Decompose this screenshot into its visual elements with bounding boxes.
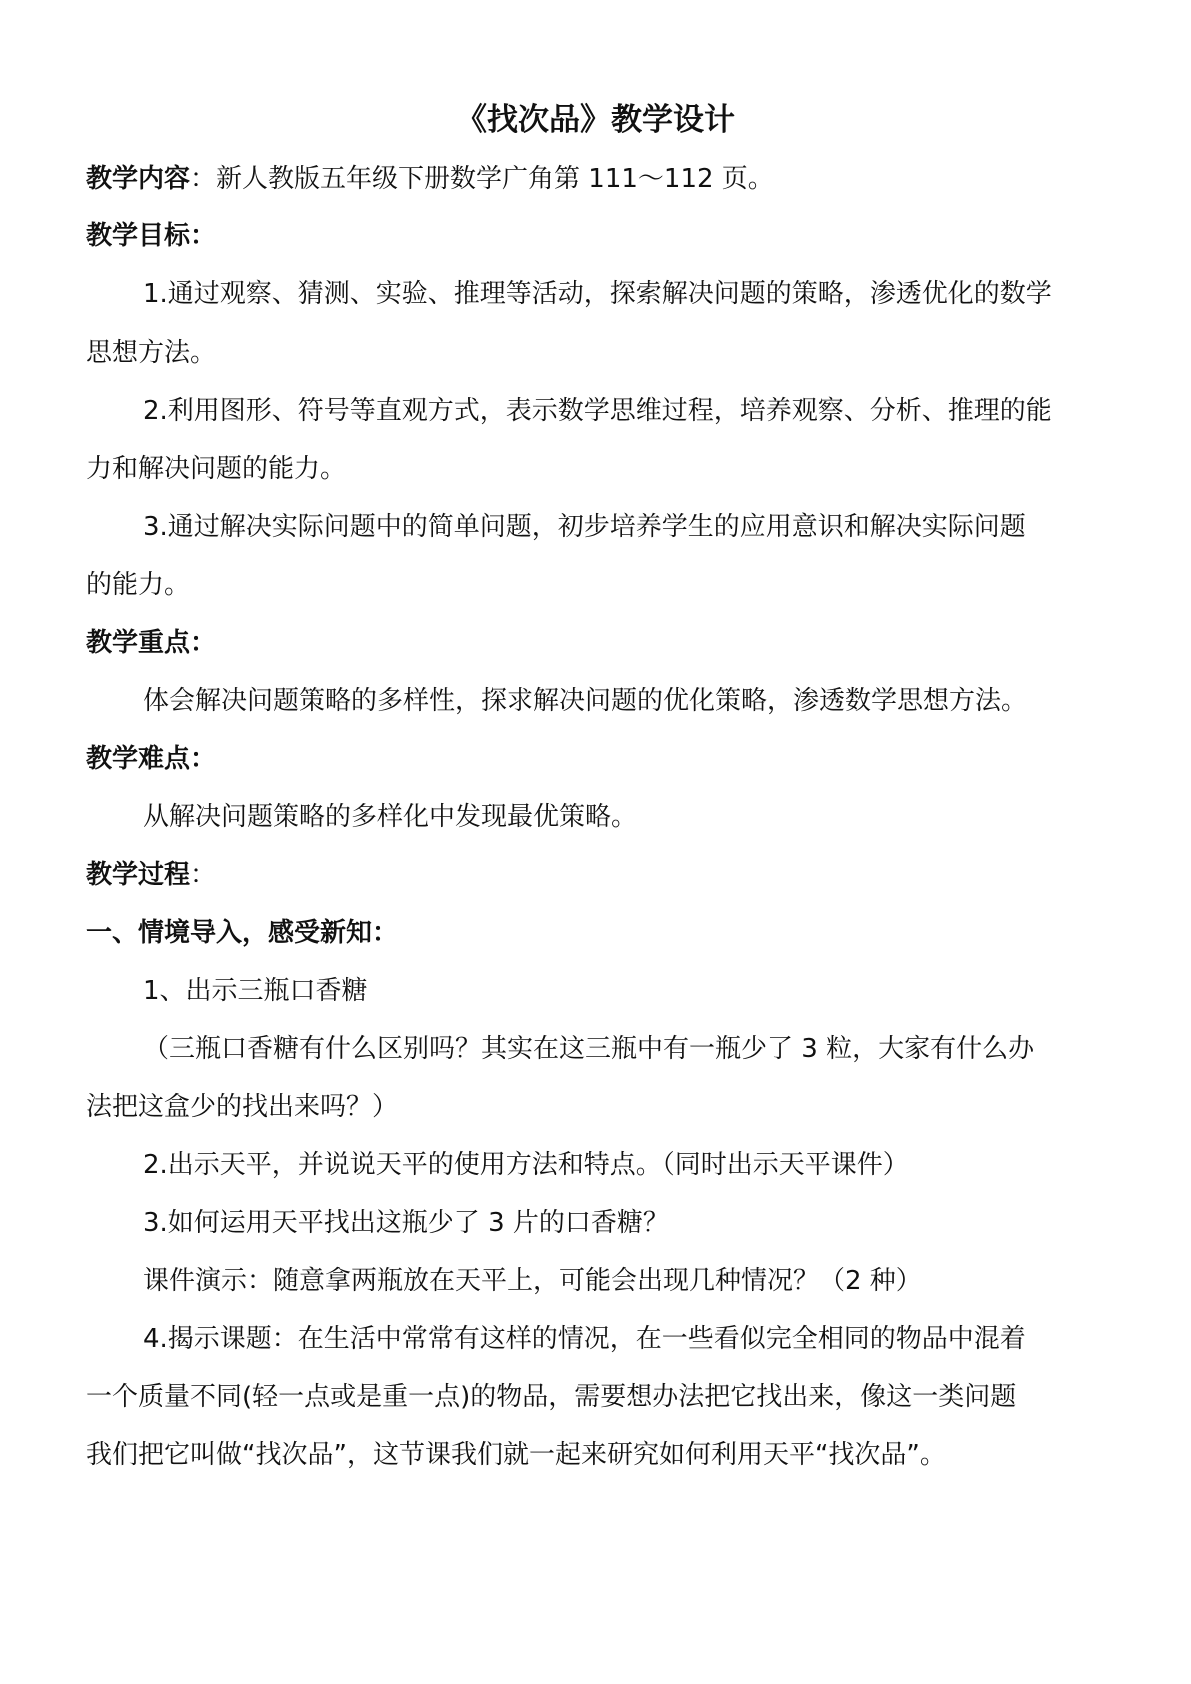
section-1-heading: 一、情境导入，感受新知： [86, 918, 399, 948]
step-4-line-1: 4.揭示课题：在生活中常常有这样的情况，在一些看似完全相同的物品中混着 [143, 1324, 1026, 1354]
step-3-demo: 课件演示：随意拿两瓶放在天平上，可能会出现几种情况？（2 种） [143, 1266, 922, 1296]
key-points-heading: 教学重点： [86, 628, 217, 658]
step-3: 3.如何运用天平找出这瓶少了 3 片的口香糖？ [143, 1208, 669, 1238]
process-heading [86, 857, 216, 893]
step-4-line-3: 我们把它叫做“找次品”，这节课我们就一起来研究如何利用天平“找次品”。 [86, 1440, 946, 1470]
goal-1-line-2: 思想方法。 [86, 338, 217, 368]
goals-heading: 教学目标： [86, 221, 217, 251]
goal-2-line-1: 2.利用图形、符号等直观方式，表示数学思维过程，培养观察、分析、推理的能 [143, 396, 1052, 426]
teaching-content-line [86, 161, 774, 197]
goal-3-line-2: 的能力。 [86, 570, 191, 600]
teaching-content-label: 教学内容 [86, 164, 191, 194]
difficulty-text: 从解决问题策略的多样化中发现最优策略。 [143, 802, 638, 832]
document-title: 《找次品》教学设计 [456, 102, 735, 138]
step-2: 2.出示天平，并说说天平的使用方法和特点。（同时出示天平课件） [143, 1150, 909, 1180]
step-1: 1、出示三瓶口香糖 [143, 976, 368, 1006]
step-4-line-2: 一个质量不同(轻一点或是重一点)的物品，需要想办法把它找出来，像这一类问题 [86, 1382, 1017, 1412]
step-1-note-line-2: 法把这盒少的找出来吗？） [86, 1092, 399, 1122]
goal-2-line-2: 力和解决问题的能力。 [86, 454, 347, 484]
step-1-note-line-1: （三瓶口香糖有什么区别吗？其实在这三瓶中有一瓶少了 3 粒，大家有什么办 [143, 1034, 1035, 1064]
process-colon: ： [190, 860, 217, 890]
goal-3-line-1: 3.通过解决实际问题中的简单问题，初步培养学生的应用意识和解决实际问题 [143, 512, 1026, 542]
teaching-content-text: ：新人教版五年级下册数学广角第 111～112 页。 [190, 164, 774, 194]
key-points-text: 体会解决问题策略的多样性，探求解决问题的优化策略，渗透数学思想方法。 [143, 686, 1028, 716]
difficulty-heading: 教学难点： [86, 744, 217, 774]
goal-1-line-1: 1.通过观察、猜测、实验、推理等活动，探索解决问题的策略，渗透优化的数学 [143, 279, 1052, 309]
process-label: 教学过程 [86, 860, 191, 890]
